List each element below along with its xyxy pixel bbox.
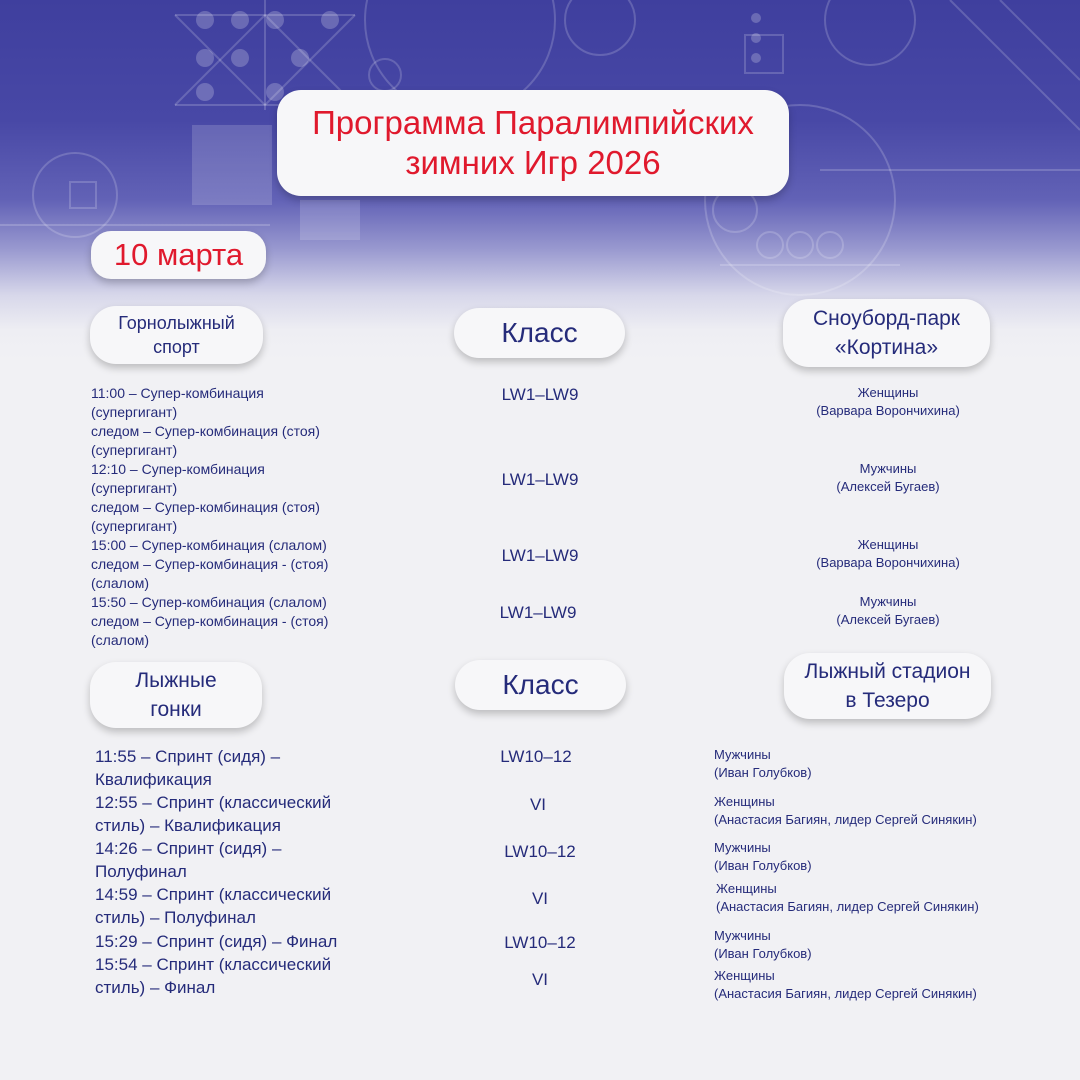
page-title: [277, 90, 789, 196]
crosscountry-sport-line-2: гонки: [150, 698, 202, 721]
alpine-sport-line-1: Горнолыжный: [118, 313, 235, 333]
event-text-line: 15:29 – Спринт (сидя) – Финал: [95, 932, 338, 951]
alpine-event-3-athlete: [788, 536, 988, 572]
athlete-name: (Иван Голубков): [714, 858, 812, 873]
alpine-event-2-class: LW1–LW9: [501, 470, 579, 489]
crosscountry-event-4-class: VI: [531, 889, 549, 908]
crosscountry-event-5-athlete: [714, 927, 812, 963]
event-text-line: 11:00 – Супер-комбинация: [91, 385, 264, 401]
athlete-name: (Алексей Бугаев): [836, 479, 940, 494]
alpine-venue-line-2: «Кортина»: [834, 336, 939, 359]
event-text-line: 14:59 – Спринт (классический: [95, 885, 332, 904]
event-text-line: (супергигант): [91, 404, 178, 420]
event-text-line: 12:10 – Супер-комбинация: [91, 461, 265, 477]
crosscountry-venue-line-1: Лыжный стадион: [804, 660, 971, 683]
event-text-line: Полуфинал: [95, 862, 187, 881]
alpine-venue-line-1: Сноуборд-парк: [812, 307, 960, 330]
crosscountry-event-6: [95, 953, 331, 999]
title-line-2: зимних Игр 2026: [405, 144, 661, 181]
date-badge: 10 марта: [91, 231, 266, 279]
crosscountry-venue-line-2: в Тезеро: [845, 689, 930, 712]
crosscountry-event-3-athlete: [714, 839, 812, 875]
alpine-sport-line-2: спорт: [153, 337, 200, 357]
crosscountry-event-2: [95, 791, 331, 837]
event-text-line: 11:55 – Спринт (сидя) –: [95, 747, 281, 766]
event-text-line: 15:00 – Супер-комбинация (слалом): [91, 537, 327, 553]
alpine-event-2-athlete: [788, 460, 988, 496]
alpine-event-4-athlete: [788, 593, 988, 629]
athlete-name: (Анастасия Багиян, лидер Сергей Синякин): [714, 986, 977, 1001]
athlete-name: (Иван Голубков): [714, 946, 812, 961]
crosscountry-event-5-class: LW10–12: [504, 933, 576, 952]
event-text-line: (супергигант): [91, 518, 178, 534]
event-text-line: 12:55 – Спринт (классический: [95, 793, 332, 812]
crosscountry-event-4-athlete: [716, 880, 979, 916]
title-line-1: Программа Паралимпийских: [312, 104, 754, 141]
alpine-event-1: [91, 384, 320, 460]
crosscountry-sport-line-1: Лыжные: [135, 669, 217, 692]
athlete-gender: Женщины: [714, 794, 775, 809]
event-text-line: следом – Супер-комбинация - (стоя): [91, 613, 329, 629]
crosscountry-venue-header: [784, 653, 991, 719]
alpine-event-1-class: LW1–LW9: [501, 385, 579, 404]
athlete-gender: Мужчины: [714, 747, 771, 762]
athlete-name: (Анастасия Багиян, лидер Сергей Синякин): [716, 899, 979, 914]
crosscountry-event-3-class: LW10–12: [504, 842, 576, 861]
crosscountry-event-6-athlete: [714, 967, 977, 1003]
crosscountry-event-4: [95, 883, 331, 929]
event-text-line: стиль) – Полуфинал: [95, 908, 256, 927]
event-text-line: следом – Супер-комбинация - (стоя): [91, 556, 329, 572]
athlete-name: (Анастасия Багиян, лидер Сергей Синякин): [714, 812, 977, 827]
athlete-gender: Женщины: [857, 385, 919, 400]
event-text-line: стиль) – Финал: [95, 978, 216, 997]
athlete-gender: Мужчины: [714, 928, 771, 943]
athlete-gender: Женщины: [714, 968, 775, 983]
crosscountry-event-1-class: LW10–12: [500, 747, 572, 766]
event-text-line: следом – Супер-комбинация (стоя): [91, 499, 320, 515]
crosscountry-event-2-athlete: [714, 793, 977, 829]
athlete-gender: Женщины: [716, 881, 777, 896]
alpine-event-3-class: LW1–LW9: [501, 546, 579, 565]
event-text-line: Квалификация: [95, 770, 212, 789]
athlete-gender: Мужчины: [714, 840, 771, 855]
athlete-name: (Иван Голубков): [714, 765, 812, 780]
athlete-name: (Варвара Ворончихина): [816, 555, 960, 570]
crosscountry-sport-header: [90, 662, 262, 728]
event-text-line: (супергигант): [91, 480, 178, 496]
alpine-class-header: Класс: [454, 308, 625, 358]
athlete-name: (Варвара Ворончихина): [816, 403, 960, 418]
event-text-line: 14:26 – Спринт (сидя) –: [95, 839, 282, 858]
crosscountry-event-3: [95, 837, 281, 883]
crosscountry-class-header: Класс: [455, 660, 626, 710]
alpine-venue-header: [783, 299, 990, 367]
event-text-line: следом – Супер-комбинация (стоя): [91, 423, 320, 439]
alpine-event-1-athlete: [788, 384, 988, 420]
event-text-line: 15:50 – Супер-комбинация (слалом): [91, 594, 327, 610]
crosscountry-event-5: [95, 930, 337, 953]
event-text-line: (слалом): [91, 632, 150, 648]
crosscountry-event-1-athlete: [714, 746, 812, 782]
event-text-line: (супергигант): [91, 442, 178, 458]
crosscountry-event-6-class: VI: [531, 970, 549, 989]
athlete-gender: Мужчины: [859, 461, 917, 476]
crosscountry-event-2-class: VI: [529, 795, 547, 814]
event-text-line: стиль) – Квалификация: [95, 816, 281, 835]
alpine-sport-header: [90, 306, 263, 364]
athlete-gender: Мужчины: [859, 594, 917, 609]
alpine-event-4: [91, 593, 328, 650]
alpine-event-3: [91, 536, 328, 593]
event-text-line: 15:54 – Спринт (классический: [95, 955, 332, 974]
event-text-line: (слалом): [91, 575, 150, 591]
alpine-event-4-class: LW1–LW9: [499, 603, 577, 622]
crosscountry-event-1: [95, 745, 280, 791]
athlete-gender: Женщины: [857, 537, 919, 552]
alpine-event-2: [91, 460, 320, 536]
athlete-name: (Алексей Бугаев): [836, 612, 940, 627]
